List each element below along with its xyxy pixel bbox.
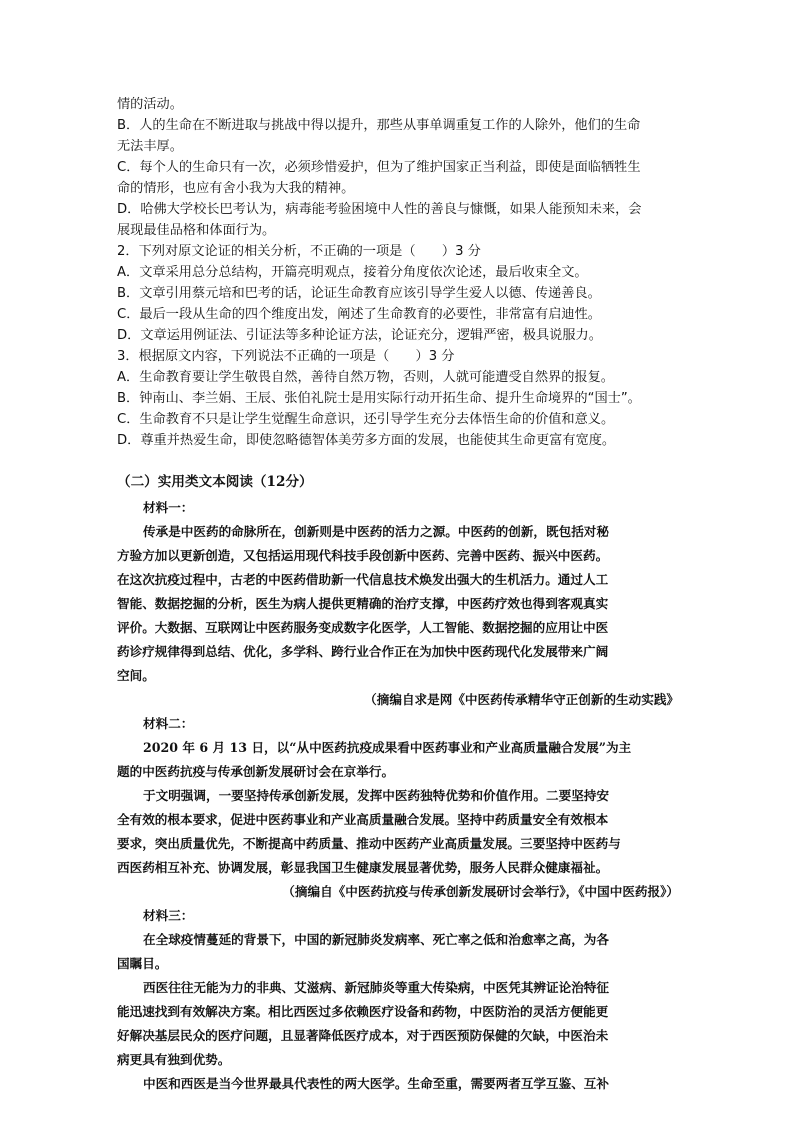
question-2-stem: 2．下列对原文论证的相关分析，不正确的一项是（ ）3 分 bbox=[117, 244, 481, 259]
source-citation: （摘编自求是网《中医药传承精华守正创新的生动实践》 bbox=[364, 692, 679, 707]
paragraph-line: 药诊疗规律得到总结、优化，多学科、跨行业合作正在为加快中医药现代化发展带来广阔 bbox=[117, 644, 609, 659]
q2-option-b: B．文章引用蔡元培和巴考的话，论证生命教育应该引导学生爱人以德、传递善良。 bbox=[117, 286, 601, 301]
paragraph-line: 题的中医药抗疫与传承创新发展研讨会在京举行。 bbox=[117, 764, 395, 779]
paragraph-line: 于文明强调，一要坚持传承创新发展，发挥中医药独特优势和价值作用。二要坚持安 bbox=[143, 788, 609, 803]
option-b: B．人的生命在不断进取与挑战中得以提升，那些从事单调重复工作的人除外，他们的生命 bbox=[117, 118, 641, 133]
q2-option-c: C．最后一段从生命的四个维度出发，阐述了生命教育的必要性，非常富有启迪性。 bbox=[117, 307, 601, 322]
material-1 bbox=[117, 496, 679, 712]
section-heading: （二）实用类文本阅读（12分） bbox=[117, 474, 313, 490]
material-label: 材料二： bbox=[143, 716, 194, 731]
paragraph-line: 国瞩目。 bbox=[117, 956, 168, 971]
paragraph-line: 中医和西医是当今世界最具代表性的两大医学。生命至重，需要两者互学互鉴、互补 bbox=[143, 1076, 609, 1091]
text-line: 命的情形，也应有舍小我为大我的精神。 bbox=[117, 181, 355, 196]
option-d: D．哈佛大学校长巴考认为，病毒能考验困境中人性的善良与慷慨，如果人能预知未来，会 bbox=[117, 202, 642, 217]
paragraph-line: 好解决基层民众的医疗问题，且显著降低医疗成本，对于西医预防保健的欠缺，中医治未 bbox=[117, 1028, 609, 1043]
material-label: 材料三： bbox=[143, 908, 194, 923]
q2-option-a: A．文章采用总分总结构，开篇亮明观点，接着分角度依次论述，最后收束全文。 bbox=[117, 265, 588, 280]
q3-option-a: A．生命教育要让学生敬畏自然，善待自然万物，否则，人就可能遭受自然界的报复。 bbox=[117, 370, 614, 385]
material-label: 材料一： bbox=[143, 500, 194, 515]
q3-option-d: D．尊重并热爱生命，即使忽略德智体美劳多方面的发展，也能使其生命更富有宽度。 bbox=[117, 433, 616, 448]
paragraph-line: 能迅速找到有效解决方案。相比西医过多依赖医疗设备和药物，中医防治的灵活方便能更 bbox=[117, 1004, 609, 1019]
paragraph-line: 在全球疫情蔓延的背景下，中国的新冠肺炎发病率、死亡率之低和治愈率之高，为各 bbox=[143, 932, 609, 947]
text-line: 情的活动。 bbox=[117, 97, 183, 112]
paragraph-line: 全有效的根本要求，促进中医药事业和产业高质量融合发展。坚持中药质量安全有效根本 bbox=[117, 812, 609, 827]
paragraph-line: 在这次抗疫过程中，古老的中医药借助新一代信息技术焕发出强大的生机活力。通过人工 bbox=[117, 572, 609, 587]
paragraph-line: 2020 年 6 月 13 日，以“从中医药抗疫成果看中医药事业和产业高质量融合发展”为主 bbox=[143, 740, 632, 755]
paragraph-line: 空间。 bbox=[117, 668, 155, 683]
paragraph-line: 评价。大数据、互联网让中医药服务变成数字化医学，人工智能、数据挖掘的应用让中医 bbox=[117, 620, 609, 635]
paragraph-line: 西医药相互补充、协调发展，彰显我国卫生健康发展显著优势，服务人民群众健康福祉。 bbox=[117, 860, 609, 875]
question-block bbox=[117, 94, 679, 451]
q3-option-b: B．钟南山、李兰娟、王辰、张伯礼院士是用实际行动开拓生命、提升生命境界的“国士”。 bbox=[117, 391, 641, 406]
q3-option-c: C．生命教育不只是让学生觉醒生命意识，还引导学生充分去体悟生命的价值和意义。 bbox=[117, 412, 615, 427]
material-2 bbox=[117, 712, 679, 904]
option-c: C．每个人的生命只有一次，必须珍惜爱护，但为了维护国家正当利益，即使是面临牺牲生 bbox=[117, 160, 641, 175]
paragraph-line: 西医往往无能为力的非典、艾滋病、新冠肺炎等重大传染病，中医凭其辨证论治特征 bbox=[143, 980, 609, 995]
paragraph-line: 要求，突出质量优先，不断提高中药质量、推动中医药产业高质量发展。三要坚持中医药与 bbox=[117, 836, 621, 851]
text-line: 无法丰厚。 bbox=[117, 139, 183, 154]
q2-option-d: D．文章运用例证法、引证法等多种论证方法，论证充分，逻辑严密，极具说服力。 bbox=[117, 328, 602, 343]
question-3-stem: 3．根据原文内容，下列说法不正确的一项是（ ）3 分 bbox=[117, 349, 455, 364]
paragraph-line: 传承是中医药的命脉所在，创新则是中医药的活力之源。中医药的创新，既包括对秘 bbox=[143, 524, 609, 539]
document-page bbox=[117, 94, 679, 1096]
source-citation: （摘编自《中医药抗疫与传承创新发展研讨会举行》，《中国中医药报》） bbox=[282, 884, 679, 899]
paragraph-line: 方验方加以更新创造，又包括运用现代科技手段创新中医药、完善中医药、振兴中医药。 bbox=[117, 548, 609, 563]
material-3 bbox=[117, 904, 679, 1096]
text-line: 展现最佳品格和体面行为。 bbox=[117, 223, 276, 238]
paragraph-line: 病更具有独到优势。 bbox=[117, 1052, 231, 1067]
paragraph-line: 智能、数据挖掘的分析，医生为病人提供更精确的治疗支撑，中医药疗效也得到客观真实 bbox=[117, 596, 609, 611]
